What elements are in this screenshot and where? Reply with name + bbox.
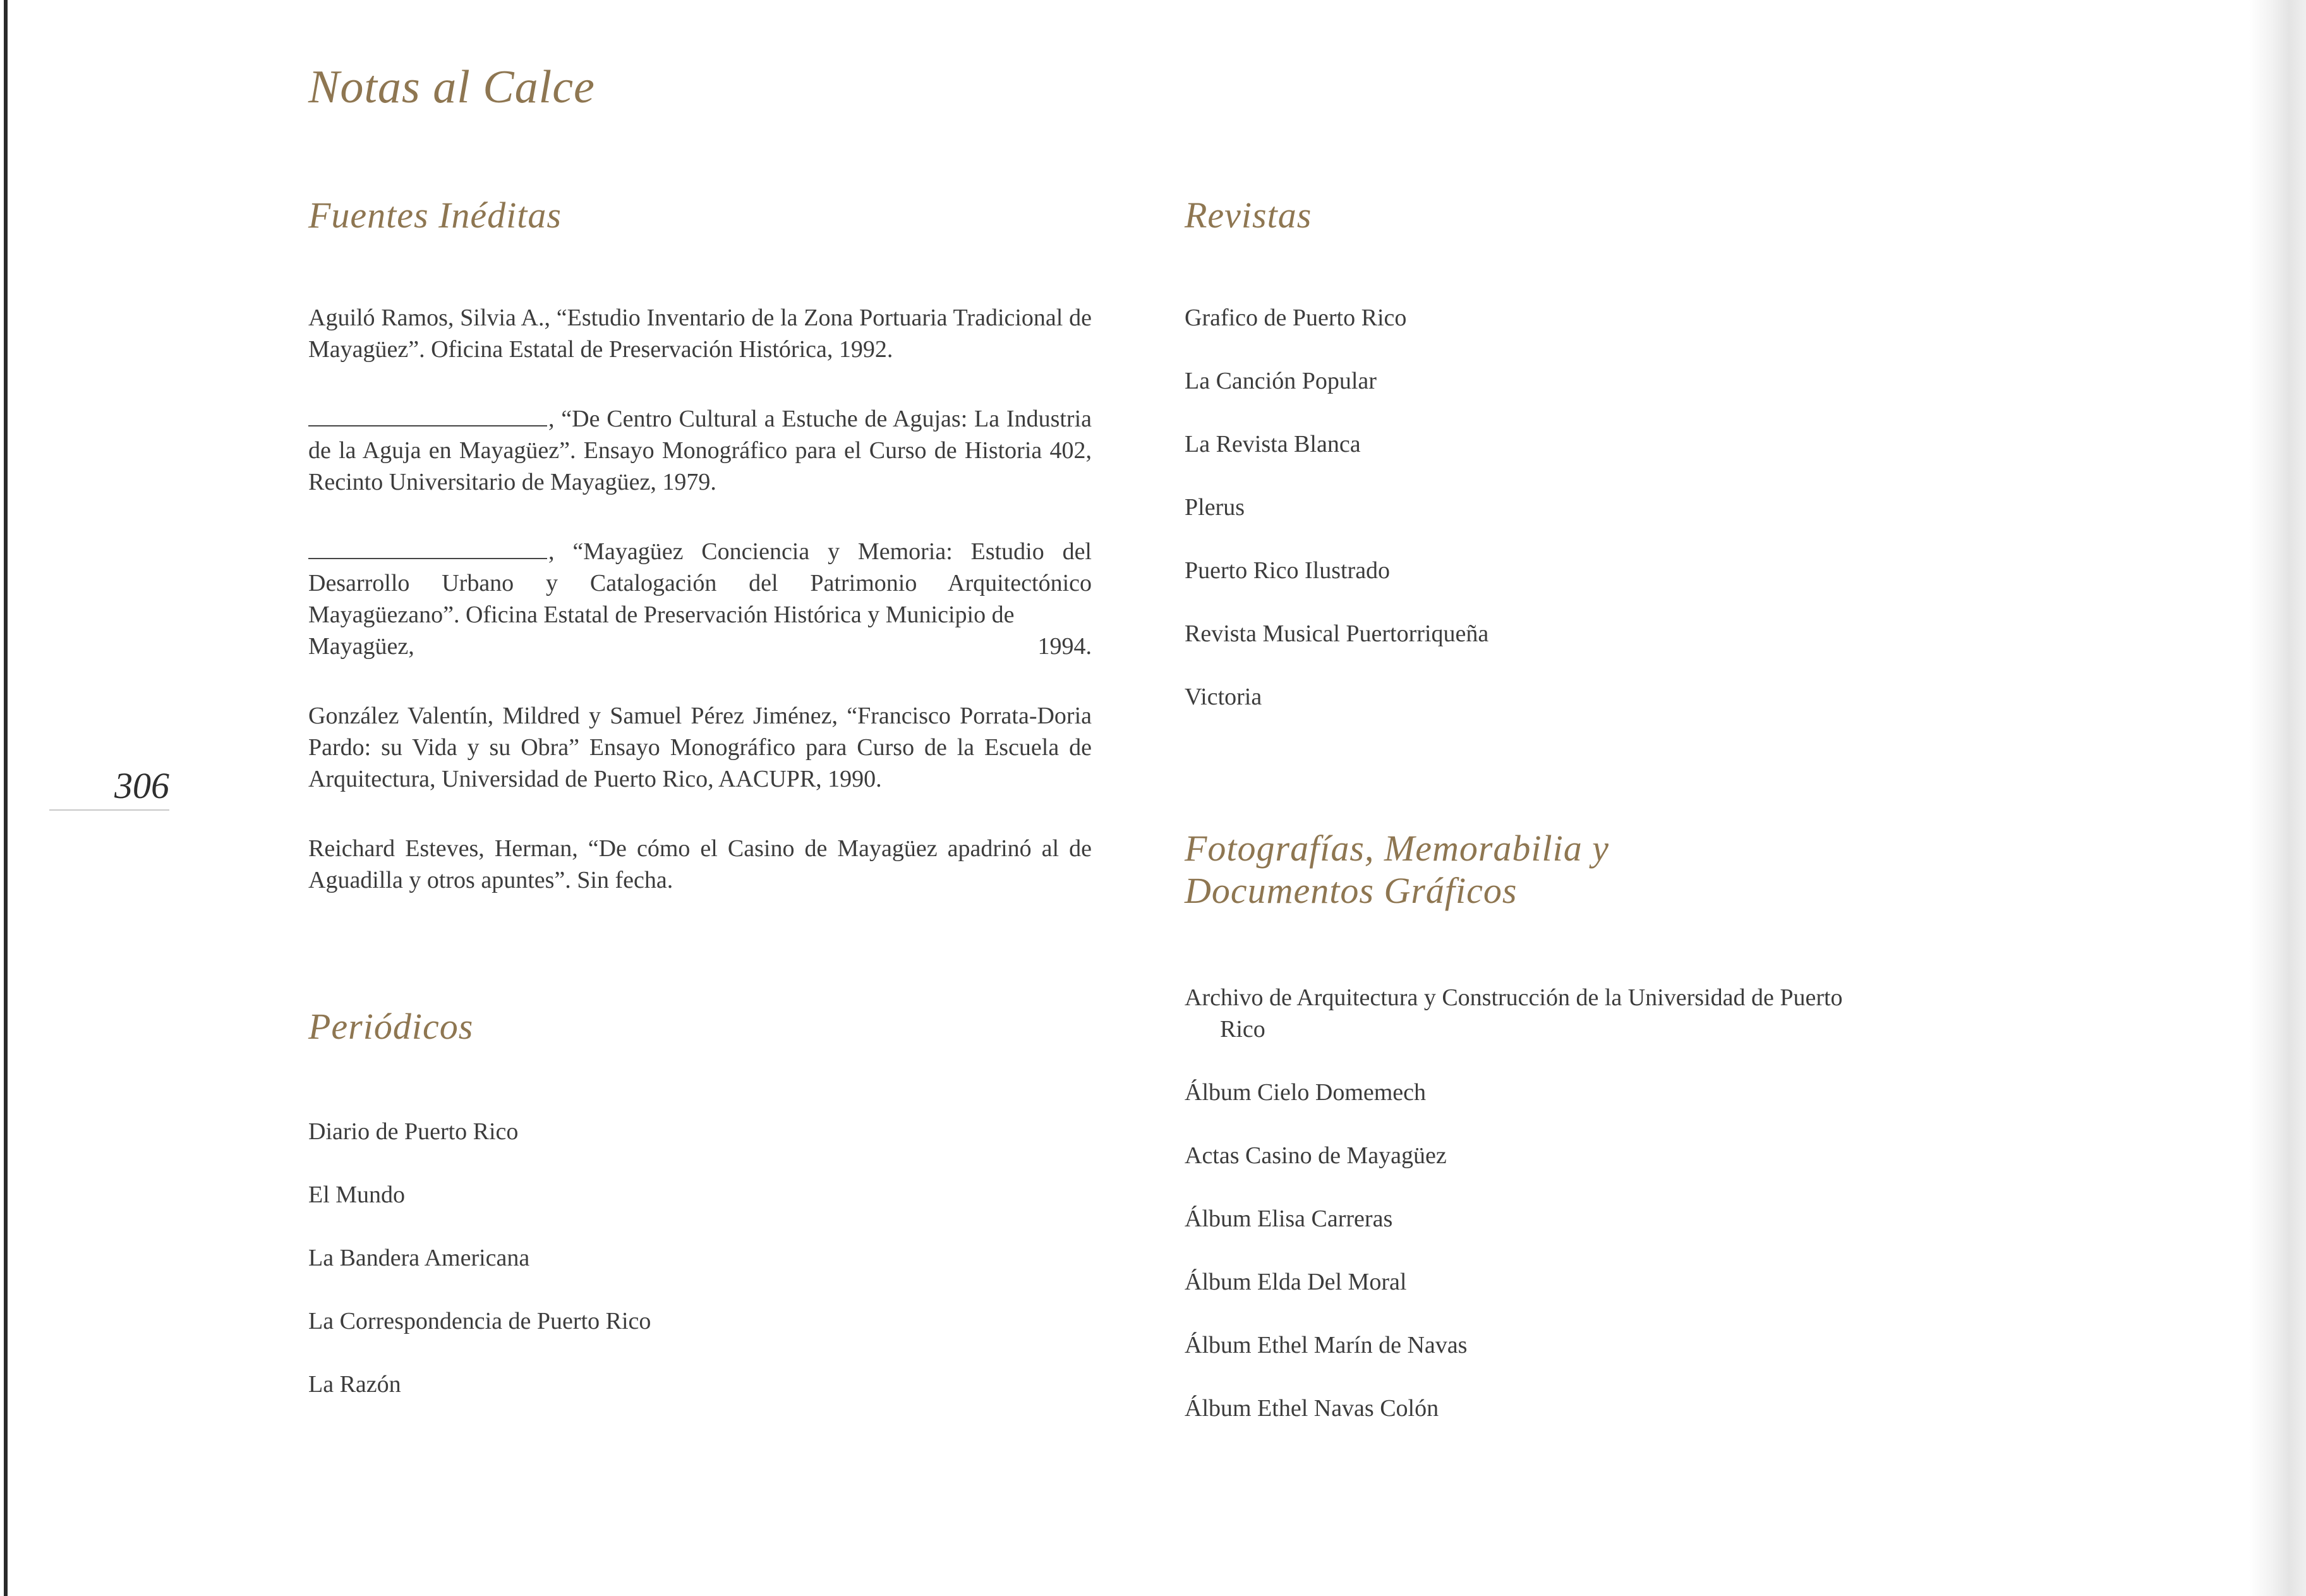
entry-tail-place: Mayagüez, xyxy=(308,633,414,660)
list-item: La Revista Blanca xyxy=(1185,431,1361,457)
bibliography-entry-text: , “De Centro Cultural a Estuche de Agujas: La Industria de la Aguja en Mayagüez”. Ensayo Monográfico para el Curso de Historia 402, Recinto Universitario de Mayagüez, 1979. xyxy=(308,406,1092,495)
list-item: Actas Casino de Mayagüez xyxy=(1185,1142,1447,1169)
heading-fuentes-ineditas: Fuentes Inéditas xyxy=(308,195,562,236)
ditto-rule xyxy=(308,406,547,426)
heading-line: Documentos Gráficos xyxy=(1185,869,1518,911)
periodicos-list xyxy=(308,1116,1092,1432)
entry-tail-year: 1994. xyxy=(1037,633,1092,660)
page-title: Notas al Calce xyxy=(308,61,595,113)
revistas-list xyxy=(1185,302,1892,744)
fotografias-list xyxy=(1185,982,1892,1456)
list-item: Grafico de Puerto Rico xyxy=(1185,305,1407,331)
list-item: La Bandera Americana xyxy=(308,1245,530,1271)
list-item: La Canción Popular xyxy=(1185,368,1377,394)
ditto-rule xyxy=(308,539,547,559)
page-number: 306 xyxy=(49,765,169,811)
heading-revistas: Revistas xyxy=(1185,195,1312,236)
list-item: Álbum Cielo Domemech xyxy=(1185,1079,1427,1106)
list-item: Álbum Ethel Marín de Navas xyxy=(1185,1332,1468,1358)
bibliography-entry: González Valentín, Mildred y Samuel Pérez Jiménez, “Francisco Porrata-Doria Pardo: su Vida y su Obra” Ensayo Monográfico para Curso de la Escuela de Arquitectura, Universidad de Puerto Rico, AACUPR, 1990. xyxy=(308,703,1092,792)
page-edge-shadow xyxy=(2249,0,2306,1596)
book-spine xyxy=(4,0,8,1596)
list-item: El Mundo xyxy=(308,1182,406,1208)
bibliography-entry: Reichard Esteves, Herman, “De cómo el Casino de Mayagüez apadrinó al de Aguadilla y otros apuntes”. Sin fecha. xyxy=(308,835,1092,893)
list-item: Álbum Elisa Carreras xyxy=(1185,1206,1393,1232)
heading-line: Fotografías, Memorabilia y xyxy=(1185,828,1610,869)
list-item: Álbum Ethel Navas Colón xyxy=(1185,1395,1439,1422)
heading-fotografias xyxy=(1185,828,1609,912)
list-item: La Correspondencia de Puerto Rico xyxy=(308,1308,651,1334)
heading-periodicos: Periódicos xyxy=(308,1006,474,1047)
bibliography-entry: Aguiló Ramos, Silvia A., “Estudio Inventario de la Zona Portuaria Tradicional de Mayagüez”. Oficina Estatal de Preservación Histórica, 1992. xyxy=(308,305,1092,363)
bibliography-entry-text: , “Mayagüez Conciencia y Memoria: Estudio del Desarrollo Urbano y Catalogación del Patrimonio Arquitectónico Mayagüezano”. Oficina Estatal de Preservación Histórica y Municipio de xyxy=(308,538,1092,628)
bibliography-entry xyxy=(308,536,1092,662)
bibliography-entry xyxy=(308,403,1092,498)
list-item: Álbum Elda Del Moral xyxy=(1185,1269,1407,1295)
list-item: Archivo de Arquitectura y Construcción de la Universidad de Puerto Rico xyxy=(1185,984,1843,1043)
list-item: La Razón xyxy=(308,1371,401,1398)
list-item: Plerus xyxy=(1185,494,1245,521)
list-item: Revista Musical Puertorriqueña xyxy=(1185,620,1489,647)
fuentes-ineditas-section xyxy=(308,302,1092,896)
list-item: Diario de Puerto Rico xyxy=(308,1118,519,1145)
list-item: Puerto Rico Ilustrado xyxy=(1185,557,1391,584)
bibliography-entry-tail xyxy=(308,631,1092,662)
list-item: Victoria xyxy=(1185,684,1262,710)
